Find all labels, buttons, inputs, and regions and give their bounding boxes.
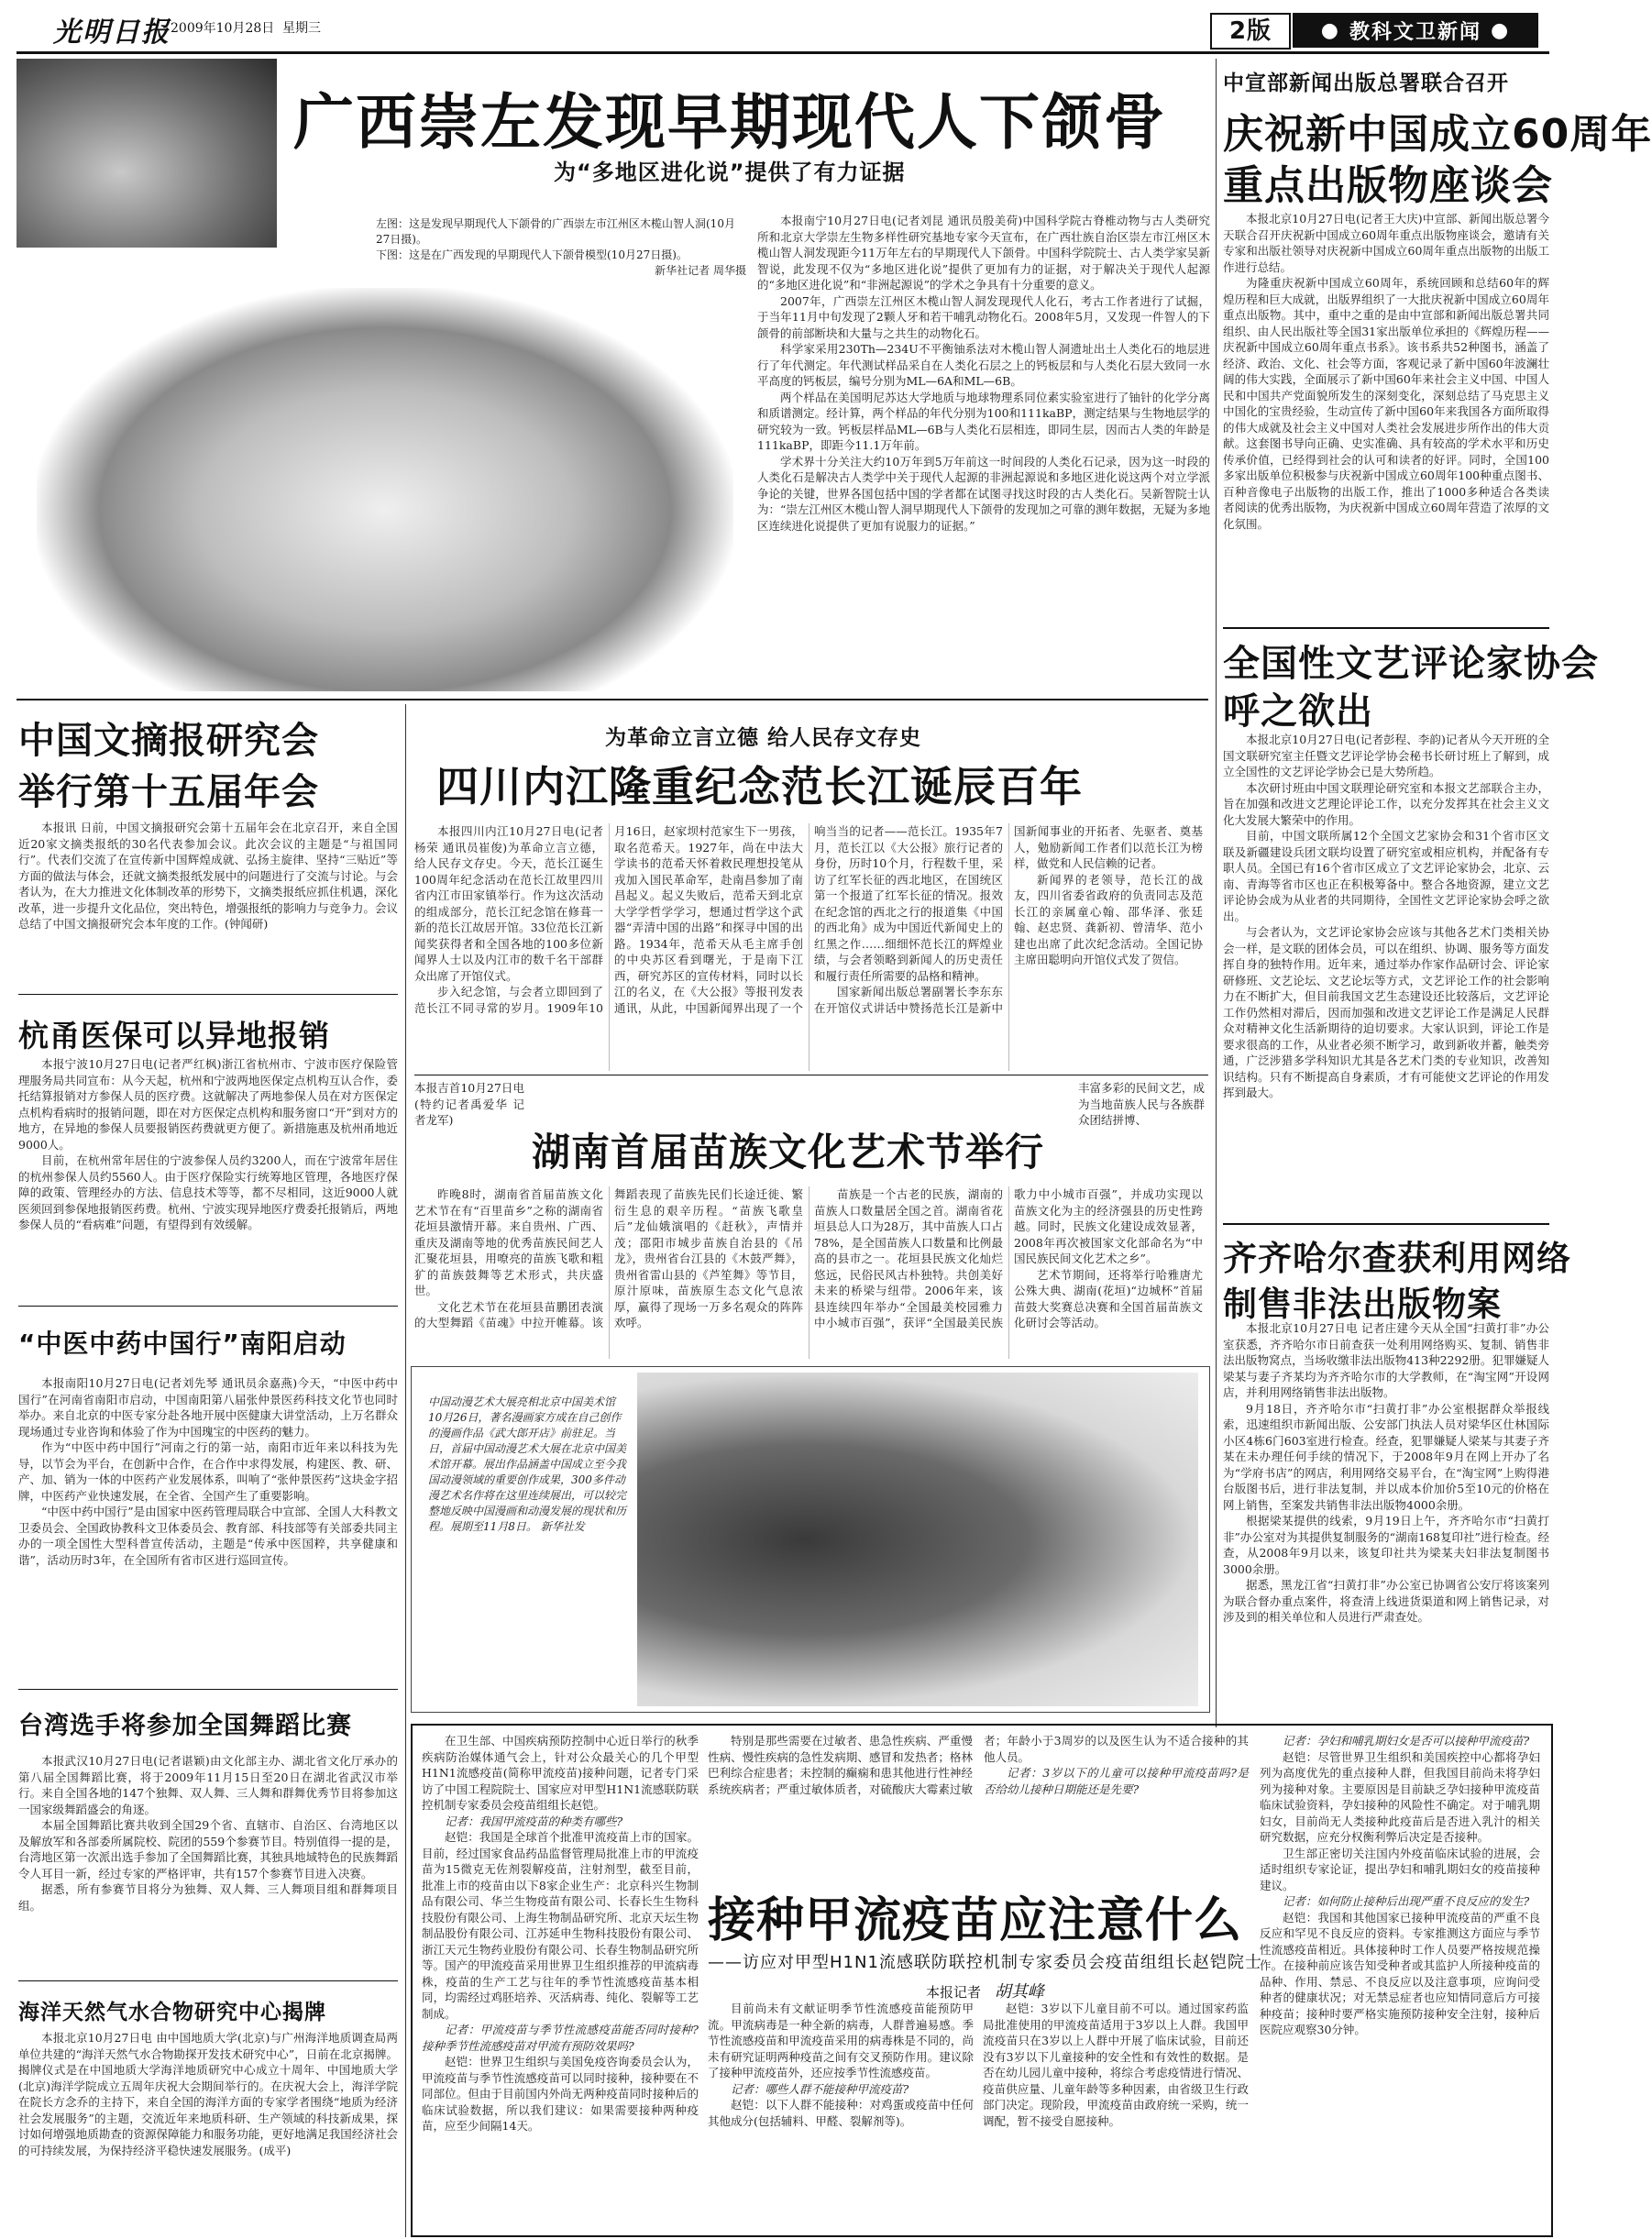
miao-dateline: 本报吉首10月27日电(特约记者禹爱华 记者龙军) (414, 1081, 524, 1127)
miao-side-text: 丰富多彩的民间文艺，成为当地苗族人民与各族群众团结拼博、 (1078, 1081, 1205, 1127)
section-rule (1223, 1223, 1549, 1225)
digest-body (18, 820, 398, 990)
publishing-paragraph: 本报北京10月27日电(记者王大庆)中宣部、新闻出版总署今天联合召开庆祝新中国成立60周年重点出版物座谈会，邀请有关专家和出版社领导对庆祝新中国成立60周年重点出版物的出版工作进行总结。 (1223, 212, 1549, 274)
fan-paragraph: 步入纪念馆，与会者立即回到了范长江不同寻常的岁月。1909年10月16日，赵家坝村范家生下一男孩，取名范希天。1927年，尚在中法大学读书的范希天怀着救民理想投笔从戎加入国民革命军，赴南昌参加了南昌起义。起义失败后，范希天到北京大学学哲学学习，想通过哲学这个武器“弄清中国的出路”和探寻中国的出路。1934年，范希天从毛主席手创的中央苏区看到曙光，于是南下江西，研究苏区的宣传材料，同时以长江的名义，在《大公报》等报刊发表通讯，从此，中国新闻界出现了一个响当当的记者——范长江。1935年7月，范长江以《大公报》旅行记者的身份，历时10个月，行程数千里，采访了红军长征的西北地区，在国统区第一个报道了红军长征的情况。报效在纪念馆的西北之行的报道集《中国的西北角》成为中国近代新闻史上的红黑之作……细细怀范长江的辉煌业绩，与会者领略到新闻人的历史责任和履行责任所需要的品格和精神。 (414, 824, 1003, 1015)
critics-headline-line2: 呼之欲出 (1223, 690, 1373, 733)
vaccine-paragraph: 记者：孕妇和哺乳期妇女是否可以接种甲流疫苗? (1283, 1734, 1530, 1748)
nanyang-paragraph: “中医中药中国行”是由国家中医药管理局联合中宣部、全国人大科教文卫委员会、全国政协教科文卫体委员会、教育部、科技部等有关部委共同主办的一项全国性大型科普宣传活动，主题是“传承中医国粹，共享健康和谐”，活动历时3年，在全国所有省市区进行巡回宣传。 (18, 1505, 398, 1567)
hydrate-paragraph: 本报北京10月27日电 由中国地质大学(北京)与广州海洋地质调查局两单位共建的“海洋天然气水合物勘探开发技术研究中心”，日前在北京揭牌。揭牌仪式是在中国地质大学海洋地质研究中心成立十周年、中国地质大学(北京)海洋学院成立五周年庆祝大会期间举行的。在庆祝大会上，海洋学院在院长方念乔的主持下，来自全国的海洋方面的专家学者围绕“地质为经济社会发展服务”的主题，交流近年来地质科研、生产领域的科技新成果，探讨如何增强地质勘查的资源保障能力和服务功能，更好地满足我国经济社会的可持续发展，为保持经济平稳快速发展服务。(成平) (18, 2031, 398, 2157)
guangxi-paragraph: 科学家采用230Th—234U不平衡铀系法对木榄山智人洞遗址出土人类化石的地层进行了年代测定。年代测试样品采自在人类化石层之上的钙板层和与人类化石层大致同一水平高度的钙板层，编号分别为ML—6A和ML—6B。 (757, 342, 1210, 388)
vaccine-paragraph: 赵铠：3岁以下儿童目前不可以。通过国家药监局批准使用的甲流疫苗适用于3岁以上人群。我国甲流疫苗只在3岁以上人群中开展了临床试验，目前还没有3岁以下儿童接种的安全性和有效性的数据。是否在幼儿园儿童中接种，将综合考虑疫情进行情况、疫苗供应量、儿童年龄等多种因素，由省级卫生行政部门决定。现阶段，甲流疫苗由政府统一采购，统一调配，暂不接受自愿接种。 (983, 2002, 1249, 2128)
guangxi-paragraph: 本报南宁10月27日电(记者刘昆 通讯员殷美荷)中国科学院古脊椎动物与古人类研究所和北京大学崇左生物多样性研究基地专家今天宣布，在广西壮族自治区崇左市江州区木榄山智人洞发现距今11万年左右的早期现代人下颌骨。中国科学院院士、古人类学家吴新智说，此发现不仅为“多地区进化说”提供了更加有力的证据，对于解决关于现代人起源的“多地区进化说”和“非洲起源说”的学术之争具有十分重要的意义。 (757, 214, 1210, 292)
qiqihar-headline-line1: 齐齐哈尔查获利用网络 (1223, 1239, 1571, 1278)
fan-kicker: 为革命立言立德 给人民存文存史 (605, 726, 922, 750)
caption-top: 左图：这是发现早期现代人下颌骨的广西崇左市江州区木榄山智人洞(10月27日摄)。 (376, 217, 735, 246)
animation-photo-frame (411, 1366, 1210, 1713)
qiqihar-paragraph: 9月18日，齐齐哈尔市“扫黄打非”办公室根据群众举报线索，迅速组织市新闻出版、公安部门执法人员对梁华区仕林国际小区4栋6门603室进行检查。经查，犯罪嫌疑人梁某与其妻子齐某在未办理任何手续的情况下，于2008年9月在网上开办了名为“学府书店”的网店，利用网络交易平台，在“淘宝网”上购得港台版图书后，进行非法复制，并以成本价加价5至10元的价格在网上销售，至案发共销售非法出版物4000余册。 (1223, 1401, 1549, 1512)
hangzhou-body (18, 1056, 398, 1304)
vaccine-paragraph: 特别是那些需要在过敏者、患急性疾病、严重慢性病、慢性疾病的急性发病期、感冒和发热者；格林巴利综合症患者；未控制的癫痫和患其他进行性神经系统疾病者；严重过敏体质者，对硫酸庆大霉素过敏者；年龄小于3周岁的以及医生认为不适合接种的其他人员。 (708, 1734, 1249, 1796)
vaccine-paragraph: 记者：3岁以下的儿童可以接种甲流疫苗吗?是否给幼儿接种日期能还是先要? (984, 1766, 1249, 1796)
vaccine-paragraph: 记者：我国甲流疫苗的种类有哪些? (445, 1814, 623, 1828)
section-rule (17, 699, 1208, 700)
guangxi-subtitle: 为“多地区进化说”提供了有力证据 (554, 160, 906, 185)
guangxi-paragraph: 两个样品在美国明尼苏达大学地质与地球物理系同位素实验室进行了铀针的化学分离和质谱测定。经计算，两个样品的年代分别为100和111kaBP，测定结果与生物地层学的研究较为一致。钙板层样品ML—6B与人类化石层相连，即同生层，因而古人类的年龄是111kaBP，即距今11.1万年前。 (757, 390, 1210, 452)
publishing-headline-line1: 庆祝新中国成立60周年 (1223, 111, 1652, 158)
qiqihar-headline-line2: 制售非法出版物案 (1223, 1285, 1502, 1324)
issue-weekday: 星期三 (282, 21, 321, 36)
vaccine-paragraph: 目前尚未有文献证明季节性流感疫苗能预防甲流。甲流病毒是一种全新的病毒，人群普遍易感。季节性流感疫苗和甲流疫苗采用的病毒株是不同的，尚未有研究证明两种疫苗之间有交叉预防作用。建议除了接种甲流疫苗外，还应按季节性流感疫苗。 (708, 2002, 974, 2079)
taiwan-headline: 台湾选手将参加全国舞蹈比赛 (18, 1712, 352, 1740)
qiqihar-paragraph: 根据梁某提供的线索，9月19日上午，齐齐哈尔市“扫黄打非”办公室对为其提供复制服务的“湖南168复印社”进行检查。经查，从2008年9月以来，该复印社共为梁某夫妇非法复制图书3000余册。 (1223, 1514, 1549, 1576)
taiwan-paragraph: 据悉，所有参赛节目将分为独舞、双人舞、三人舞项目组和群舞项目组。 (18, 1882, 398, 1913)
section-rule (18, 1306, 398, 1307)
hangzhou-paragraph: 目前，在杭州常年居住的宁波参保人员约3200人，而在宁波常年居住的杭州参保人员约5560人。由于医疗保险实行统筹地区管理，各地医疗保障的政策、管理经办的方法、信息技术等等，都不尽相同，这近9000人就医须回到参保地报销医药费。杭州、宁波实现异地医疗费委托报销后，两地参保人员的“看病难”问题，有望得到有效缓解。 (18, 1153, 398, 1231)
animation-caption-text: 中国动漫艺术大展亮相北京中国美术馆 10月26日，著名漫画家方成在自己创作的漫画作品《武大郎开店》前驻足。当日，首届中国动漫艺术大展在北京中国美术馆开幕。展出作品涵盖中国成立至今我国动漫领域的重要创作成果，300多件动漫艺术名作将在这里连续展出，可以较完整地反映中国漫画和动漫发展的现状和历程。展期至11月8日。 (428, 1395, 627, 1533)
section-rule (18, 1689, 398, 1690)
vaccine-subtitle: ——访应对甲型H1N1流感联防联控机制专家委员会疫苗组组长赵铠院士 (708, 1953, 1262, 1972)
page-number: 2版 (1228, 17, 1272, 45)
masthead (0, 0, 1566, 51)
guangxi-caption (376, 216, 746, 284)
fan-body (414, 823, 1203, 1071)
vaccine-col2 (708, 1733, 1249, 1872)
vaccine-paragraph: 赵铠：尽管世界卫生组织和美国疾控中心都将孕妇列为高度优先的重点接种人群，但我国目前尚未将孕妇列为接种对象。主要原因是目前缺乏孕妇接种甲流疫苗临床试验资料，孕妇接种的风险性不确定。对于哺乳期妇女，目前尚无人类接种此疫苗后是否进入乳汁的相关研究数据，应充分权衡利弊后决定是否接种。 (1260, 1749, 1540, 1844)
vaccine-paragraph: 记者：哪些人群不能接种甲流疫苗? (731, 2081, 909, 2096)
animation-caption (428, 1395, 626, 1703)
vaccine-paragraph: 赵铠：世界卫生组织与美国免疫咨询委员会认为，甲流疫苗与季节性流感疫苗可以同时接种，接种要在不同部位。但由于目前国内外尚无两种疫苗同时接种后的临床试验数据，所以我们建议：如果需要接种两种疫苗，应至少间隔14天。 (422, 2055, 699, 2133)
vaccine-paragraph: 卫生部正密切关注国内外疫苗临床试验的进展，会适时组织专家论证，提出孕妇和哺乳期妇女的疫苗接种建议。 (1260, 1846, 1540, 1892)
miao-paragraph: 文化艺术节在花垣县苗鹏团表演的大型舞蹈《苗魂》中拉开帷幕。该舞蹈表现了苗族先民们长途迁徙、繁衍生息的艰辛历程。“苗族飞歌皇后”龙仙娥演唱的《赶秋》，声情并茂；邵阳市城步苗族自治县的《吊龙》，贵州省台江县的《木鼓严舞》，贵州省雷山县的《芦笙舞》等节目，原汁原味，苗族原生态文化气息浓厚，赢得了现场一万多名观众的阵阵欢呼。 (414, 1187, 803, 1329)
caption-credit: 新华社记者 周华摄 (655, 264, 746, 277)
publishing-paragraph: 为隆重庆祝新中国成立60周年，系统回顾和总结60年的辉煌历程和巨大成就，出版界组织了一大批庆祝新中国成立60周年重点出版物。其中，重中之重的是由中宣部和新闻出版总署共同组织、由人民出版社等全国31家出版单位承担的《辉煌历程——庆祝新中国成立60周年重点书系》。该书系共52种图书，涵盖了经济、政治、文化、社会等方面，客观记录了新中国60年波澜壮阔的伟大实践，全面展示了新中国60年来社会主义中国、中国人民和中国共产党面貌所发生的深刻变化，深刻总结了马克思主义中国化的宝贵经验，生动宣传了新中国60年来我国各方面所取得的伟大成就及社会主义中国对人类社会发展进步所作出的伟大贡献。这套图书导向正确、史实准确、具有较高的学术水平和历史传承价值，已经得到社会的认可和读者的好评。同时，全国100多家出版单位积极参与庆祝新中国成立60周年100种重点图书、百种音像电子出版物的出版工作，推出了1000多种适合各类读者阅读的优秀出版物，为庆祝新中国成立60周年营造了浓厚的文化氛围。 (1223, 276, 1549, 531)
vaccine-headline: 接种甲流疫苗应注意什么 (708, 1893, 1243, 1948)
caption-bottom: 下图：这是在广西发现的早期现代人下颌骨模型(10月27日摄)。 (376, 248, 688, 261)
section-rule (18, 1980, 398, 1981)
miao-paragraph: 昨晚8时，湖南省首届苗族文化艺术节在有“百里苗乡”之称的湖南省花垣县激情开幕。来自贵州、广西、重庆及湖南等地的优秀苗族民间艺人汇聚花垣县，用嘹亮的苗族飞歌和粗犷的苗族鼓舞等艺术形式，共庆盛世。 (414, 1187, 603, 1297)
bullet-icon: ● (1491, 18, 1511, 42)
guangxi-paragraph: 2007年，广西崇左江州区木榄山智人洞发现现代人化石，考古工作者进行了试掘，于当年11月中旬发现了2颗人牙和若干哺乳动物化石。2008年5月，又发现一件智人的下颌骨的前部断块和大量与之共生的动物化石。 (757, 293, 1210, 340)
vaccine-paragraph: 记者：如何防止接种后出现严重不良反应的发生? (1283, 1894, 1530, 1908)
publishing-kicker: 中宣部新闻出版总署联合召开 (1223, 72, 1509, 95)
miao-headline: 湖南首届苗族文化艺术节举行 (532, 1130, 1045, 1175)
guangxi-headline: 广西崇左发现早期现代人下颌骨 (293, 87, 1166, 158)
guangxi-paragraph: 学术界十分关注大约10万年到5万年前这一时间段的人类化石记录，因为这一时段的人类化石是解决古人类学中关于现代人起源的非洲起源说和多地区进化说这两个对立学派争论的关键，世界各国包括中国的学者都在试图寻找这时段的古人类化石。吴新智院士认为：“崇左江州区木榄山智人洞早期现代人下颌骨的发现加之可靠的测年数据，无疑为多地区连续进化说提供了更加有说服力的证据。” (757, 454, 1210, 533)
vaccine-paragraph: 赵铠：以下人群不能接种：对鸡蛋或疫苗中任何其他成分(包括辅料、甲醛、裂解剂等)。 (708, 2098, 974, 2128)
hydrate-headline: 海洋天然气水合物研究中心揭牌 (18, 2001, 326, 2024)
critics-paragraph: 与会者认为，文艺评论家协会应该与其他各艺术门类相关协会一样，是文联的团体会员，可以在组织、协调、服务等方面发挥自身的独特作用。近年来，通过举办作家作品研讨会、评论家研修班、文艺论坛、文艺论坛等方式，文艺评论工作的社会影响力在不断扩大，但目前我国文艺生态建设还比较落后，文艺评论工作仍然相对滞后，因而加强和改进文艺评论工作是满足人民群众对精神文化生活新期待的迫切要求。大家认识到，评论工作是要求很高的工作，从业者必须不断学习，敢到新收并蓄，触类旁通，广泛涉猎多学科知识尤其是各艺术门类的专业知识，改善知识结构。只有不断提高自身素质，才有可能使文艺评论的作用发挥到最大。 (1223, 925, 1549, 1099)
critics-paragraph: 本次研讨班由中国文联理论研究室和本报文艺部联合主办，旨在加强和改进文艺理论评论工作，以充分发挥其在社会主义文化大发展大繁荣中的作用。 (1223, 780, 1549, 827)
column-rule (1216, 59, 1217, 1727)
vaccine-paragraph: 在卫生部、中国疾病预防控制中心近日举行的秋季疾病防治媒体通气会上，针对公众最关心的几个甲型H1N1流感疫苗(简称甲流疫苗)接种问题，记者专门采访了中国工程院院士、国家应对甲型H1N1流感联防联控机制专家委员会疫苗组组长赵铠。 (422, 1734, 699, 1812)
vaccine-col3 (1260, 1733, 1540, 2228)
byline-name: 胡其峰 (994, 1982, 1044, 2002)
fan-paragraph: 新闻界的老领导，范长江的战友，四川省委省政府的负责同志及范长江的亲属童心翰、邵华泽、张廷翰、赵忠贤、龚新初、曾清华、范小建也出席了此次纪念活动。全国记协主席田聪明向开馆仪式发了贺信。 (1014, 872, 1203, 966)
nanyang-paragraph: 本报南阳10月27日电(记者刘先琴 通讯员余嘉燕)今天，“中医中药中国行”在河南省南阳市启动，中国南阳第八届张仲景医药科技文化节也同时举办。来自北京的中医专家分赴各地开展中医健康大讲堂活动，上万名群众现场通过专业咨询和体验了作为中国瑰宝的中医药的魅力。 (18, 1376, 398, 1439)
masthead-rule (17, 51, 1549, 54)
animation-credit: 新华社发 (540, 1520, 585, 1533)
page-number-box (1210, 13, 1291, 50)
vaccine-box (411, 1724, 1553, 2237)
taiwan-paragraph: 本届全国舞蹈比赛共收到全国29个省、直辖市、自治区、台湾地区以及解放军和各部委所属院校、院团的559个参赛节目。特别值得一提的是，台湾地区第一次派出选手参加了全国舞蹈比赛，其独具地域特色的民族舞蹈令人耳目一新，经过专家的严格评审，共有157个参赛节目进入决赛。 (18, 1818, 398, 1881)
digest-headline-line1: 中国文摘报研究会 (18, 720, 319, 762)
vaccine-paragraph: 记者：甲流疫苗与季节性流感疫苗能否同时接种?接种季节性流感疫苗对甲流有预防效果吗? (422, 2023, 699, 2053)
vaccine-byline (926, 1979, 1044, 2002)
vaccine-col-mid2 (983, 2001, 1249, 2228)
hydrate-body (18, 2030, 398, 2233)
publishing-body (1223, 211, 1549, 627)
issue-date: 2009年10月28日 (171, 21, 275, 36)
digest-paragraph: 本报讯 日前，中国文摘报研究会第十五届年会在北京召开，来自全国近20家文摘类报纸的30名代表参加会议。此次会议的主题是“与祖国同行”。代表们交流了在宣传新中国辉煌成就、弘扬主旋律、坚持“三贴近”等方面的做法与体会，还就文摘类报纸发展中的问题进行了交流与讨论。与会者认为，在大力推进文化体制改革的形势下，文摘类报纸应抓住机遇，深化改革，进一步提升文化品位，突出特色，增强报纸的影响力与竞争力。会议总结了中国文摘报研究会本年度的工作。(钟闻研) (18, 821, 398, 931)
section-name: 教科文卫新闻 (1349, 20, 1481, 44)
critics-body (1223, 732, 1549, 1219)
bullet-icon: ● (1320, 18, 1340, 42)
column-rule (405, 704, 406, 2237)
section-rule (1223, 627, 1549, 629)
jawbone-photo (37, 288, 733, 691)
taiwan-body (18, 1753, 398, 1977)
qiqihar-body (1223, 1320, 1549, 1724)
publishing-headline-line2: 重点出版物座谈会 (1223, 162, 1553, 209)
fan-paragraph: 国家新闻出版总署副署长李东东在开馆仪式讲话中赞扬范长江是新中国新闻事业的开拓者、先驱者、奠基人，勉励新闻工作者们以范长江为榜样，做党和人民信赖的记者。 (814, 824, 1203, 1015)
vaccine-col1 (422, 1733, 699, 2228)
cave-photo (17, 59, 277, 248)
hangzhou-headline: 杭甬医保可以异地报销 (18, 1018, 330, 1053)
qiqihar-paragraph: 本报北京10月27日电 记者庄建今天从全国“扫黄打非”办公室获悉，齐齐哈尔市日前查获一处利用网络购买、复制、销售非法出版物窝点，当场收缴非法出版物413种2292册。犯罪嫌疑人梁某与妻子齐某均为齐齐哈尔市的大学教师，在“淘宝网”开设网店，并利用网络销售非法出版物。 (1223, 1321, 1549, 1399)
fan-headline: 四川内江隆重纪念范长江诞辰百年 (436, 762, 1083, 811)
miao-paragraph: 苗族是一个古老的民族，湖南的苗族人口数量居全国之首。湖南省花垣县总人口为28万，其中苗族人口占78%，是全国苗族人口数量和比例最高的县市之一。花垣县民族文化灿烂悠远，民俗民风古朴独特。共创美好未来的桥梁与纽带。2006年来，该县连续四年举办“全国最美校园雅力中小城市百强”，获评“全国最美民族歌力中小城市百强”，并成功实现以苗族文化为主的经济强县的历史性跨越。同时，民族文化建设成效显著，2008年再次被国家文化部命名为“中国民族民间文化艺术之乡”。 (814, 1187, 1203, 1329)
miao-body (414, 1186, 1203, 1359)
hangzhou-paragraph: 本报宁波10月27日电(记者严红枫)浙江省杭州市、宁波市医疗保险管理服务局共同宣布：从今天起，杭州和宁波两地医保定点机构互认合作，委托结算报销对方参保人员的医疗费。这就解决了两地参保人员在对方医保定点机构看病时的报销问题，即在对方医保定点机构和服务窗口“开”到对方的地方，在异地的参保人员要报销医药费就更方便了。新措施惠及杭州甬地近9000人。 (18, 1057, 398, 1152)
guangxi-body (757, 213, 1210, 688)
paper-name: 光明日报 (53, 17, 171, 49)
critics-headline-line1: 全国性文艺评论家协会 (1223, 643, 1599, 685)
section-banner (1293, 13, 1538, 48)
vaccine-paragraph: 赵铠：我国是全球首个批准甲流疫苗上市的国家。目前，经过国家食品药品监督管理局批准上市的甲流疫苗为15微克无佐剂裂解疫苗，注射剂型，截至目前，批准上市的疫苗由以下8家企业生产：北京科兴生物制品有限公司、华兰生物疫苗有限公司、长春长生生物科技股份有限公司、上海生物制品研究所、北京天坛生物制品股份有限公司、江苏延申生物科技股份有限公司、浙江天元生物药业股份有限公司、长春生物制品研究所等。国产的甲流疫苗采用世界卫生组织推荐的甲流病毒株，疫苗的生产工艺与往年的季节性流感疫苗基本相同，均需经过鸡胚培养、灭活病毒、纯化、裂解等工艺制成。 (422, 1830, 699, 2021)
vaccine-col-mid (708, 2001, 974, 2228)
qiqihar-paragraph: 据悉，黑龙江省“扫黄打非”办公室已协调省公安厅将该案列为联合督办重点案件，将查清上线进货渠道和网上销售记录，对涉及到的相关单位和人员进行严肃查处。 (1223, 1578, 1549, 1624)
section-rule (18, 994, 398, 995)
fan-paragraph: 本报四川内江10月27日电(记者杨荣 通讯员崔俊)为革命立言立德，给人民存文存史。今天，范长江诞生100周年纪念活动在范长江故里四川省内江市田家镇举行。作为这次活动的组成部分，范长江纪念馆在修葺一新的范长江故居开馆。33位范长江新闻奖获得者和全国各地的100多位新闻界人士以及内江市的数千名干部群众出席了开馆仪式。 (414, 824, 603, 983)
byline-label: 本报记者 (926, 1984, 982, 2001)
nanyang-headline: “中医中药中国行”南阳启动 (18, 1329, 347, 1359)
miao-paragraph: 艺术节期间，还将举行哈雅唐尤公殊大典、湖南(花垣)“边城杯”首届苗鼓大奖赛总决赛和全国首届苗族文化研讨会等活动。 (1014, 1267, 1203, 1329)
cartoonist-photo (637, 1373, 1198, 1706)
taiwan-paragraph: 本报武汉10月27日电(记者谌颖)由文化部主办、湖北省文化厅承办的第八届全国舞蹈比赛，将于2009年11月15日至20日在湖北省武汉市举行。来自全国各地的147个独舞、双人舞、三人舞和群舞优秀节目将参加这一国家级舞蹈盛会的角逐。 (18, 1754, 398, 1816)
critics-paragraph: 目前，中国文联所属12个全国文艺家协会和31个省市区文联及新疆建设兵团文联均设置了研究室或相应机构，并配备有专职人员。全国已有16个省市区成立了文艺评论家协会，北京、云南、青海等省市区也正在积极筹备中。整合各地资源，建立文艺评论协会成为从业者的共同期待，全国性文艺评论家协会呼之欲出。 (1223, 829, 1549, 923)
nanyang-paragraph: 作为“中医中药中国行”河南之行的第一站，南阳市近年来以科技为先导，以节会为平台，在创新中合作，在合作中求得发展，构建医、教、研、产、加、销为一体的中医药产业发展体系，叫响了“张仲景医药”这块金字招牌，中医药产业快速发展，在全省、全国产生了重要影响。 (18, 1440, 398, 1503)
critics-paragraph: 本报北京10月27日电(记者彭程、李韵)记者从今天开班的全国文联研究室主任暨文艺评论学协会秘书长研讨班上了解到，成立全国性的文艺评论学协会已是大势所趋。 (1223, 733, 1549, 778)
digest-headline-line2: 举行第十五届年会 (18, 771, 319, 813)
vaccine-paragraph: 赵铠：我国和其他国家已接种甲流疫苗的严重不良反应和罕见不良反应的资料。专家推测这方面应与季节性流感疫苗相近。具体接种时工作人员要严格按规范操作。在接种前应该告知受种者或其监护人所接种疫苗的品种、作用、禁忌、不良反应以及注意事项，应询问受种者的健康状况；对无禁忌症者也应知情同意后方可接种疫苗；接种时要严格实施预防接种安全注射，接种后医院应观察30分钟。 (1260, 1910, 1540, 2036)
nanyang-body (18, 1375, 398, 1683)
